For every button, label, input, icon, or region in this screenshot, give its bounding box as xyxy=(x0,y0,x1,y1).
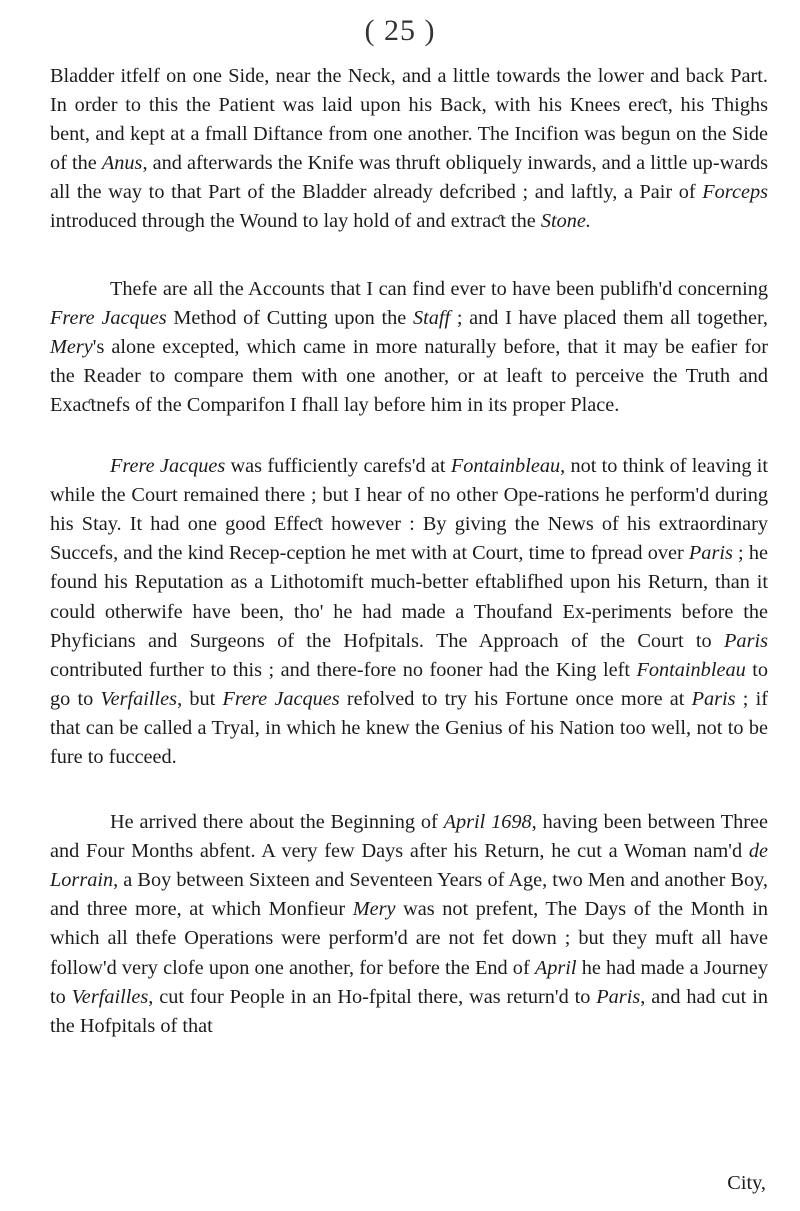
text-run: to go to xyxy=(50,658,768,710)
paragraph-3 xyxy=(50,452,768,772)
paragraph-2 xyxy=(50,275,768,420)
text-run: , cut four People in an Ho-fpital there, was return'd to xyxy=(148,985,597,1008)
italic-text: de Lorrain xyxy=(50,840,768,892)
text-run: was not prefent, The Days of the Month in which all thefe Operations were perform'd are not fet down ; but they muft all have follow'd very clofe upon one another, for before the End of xyxy=(50,898,768,979)
italic-text: Paris xyxy=(724,629,768,652)
text-run: refolved to try his Fortune once more at xyxy=(339,687,692,710)
italic-text: Frere Jacques xyxy=(222,687,340,710)
italic-text: Staff xyxy=(412,306,451,329)
text-run: introduced through the Wound to lay hold of and extraƈt the xyxy=(50,210,541,233)
text-run: , a Boy between Sixteen and Seventeen Years of Age, two Men and another Boy, and three more, at which Monfieur xyxy=(50,869,768,921)
italic-text: Forceps xyxy=(702,181,768,204)
text-run: was fufficiently carefs'd at xyxy=(225,455,451,478)
text-run: ; if that can be called a Tryal, in which he knew the Genius of his Nation too well, not to be fure to fucceed. xyxy=(50,687,768,768)
text-run: , but xyxy=(177,687,223,710)
italic-text: April 1698 xyxy=(443,811,532,834)
paragraph-1 xyxy=(50,62,768,237)
text-run: , not to think of leaving it while the Court remained there ; but I hear of no other Ope-rations he perform'd during his Stay. It had one good Effeƈt however : By giving the News of his extraordinary Succefs, and the kind Recep-ception he met with at Court, time to fpread over xyxy=(50,455,769,565)
text-run: he had made a Journey to xyxy=(50,956,768,1008)
italic-text: Frere Jacques xyxy=(110,455,226,478)
text-run: Method of Cutting upon the xyxy=(166,306,413,329)
italic-text: Paris xyxy=(691,687,736,710)
italic-text: Mery xyxy=(50,335,93,358)
italic-text: Mery xyxy=(352,898,396,921)
paragraph-4 xyxy=(50,808,768,1041)
text-run: contributed further to this ; and there-fore no fooner had the King left xyxy=(50,658,637,681)
text-run: ; he found his Reputation as a Lithotomift much-better eftablifhed upon his Return, than it could otherwife have been, tho' he had made a Thoufand Ex-periments before the Phyficians and Surgeons of the Hofpitals. The Approach of the Court to xyxy=(50,542,768,652)
text-run: , and afterwards the Knife was thruft obliquely inwards, and a little up-wards all the way to that Part of the Bladder already defcribed ; and laftly, a Pair of xyxy=(50,152,769,204)
page-body xyxy=(50,62,768,1041)
italic-text: Paris xyxy=(596,985,641,1008)
italic-text: Verfailles xyxy=(100,687,178,710)
page-number: ( 25 ) xyxy=(364,14,436,47)
italic-text: Verfailles xyxy=(71,985,149,1008)
italic-text: Fontainbleau xyxy=(450,455,561,478)
text-run: 's alone excepted, which came in more naturally before, that it may be eafier for the Reader to compare them with one another, or at leaft to perceive the Truth and Exaƈtnefs of the Comparifon I fhall lay before him in its proper Place. xyxy=(50,335,768,416)
text-run: ; and I have placed them all together, xyxy=(450,306,768,329)
italic-text: April xyxy=(534,956,577,979)
italic-text: Anus xyxy=(101,152,143,175)
italic-text: Fontainbleau xyxy=(636,658,746,681)
italic-text: Paris xyxy=(688,542,733,565)
italic-text: Stone. xyxy=(540,210,591,233)
text-run: Thefe are all the Accounts that I can find ever to have been publifh'd concerning xyxy=(110,277,768,300)
italic-text: Frere Jacques xyxy=(50,306,167,329)
text-run: He arrived there about the Beginning of xyxy=(110,811,444,834)
text-run: , and had cut in the Hofpitals of that xyxy=(50,985,768,1037)
text-run: Bladder itfelf on one Side, near the Neck, and a little towards the lower and back Part. In order to this the Patient was laid upon his Back, with his Knees ereƈt, his Thighs bent, and kept at a fmall Diftance from one another. The Incifion was begun on the Side of the xyxy=(50,65,768,175)
text-run: , having been between Three and Four Months abfent. A very few Days after his Return, he cut a Woman nam'd xyxy=(50,811,768,863)
catchword: City, xyxy=(727,1172,766,1194)
